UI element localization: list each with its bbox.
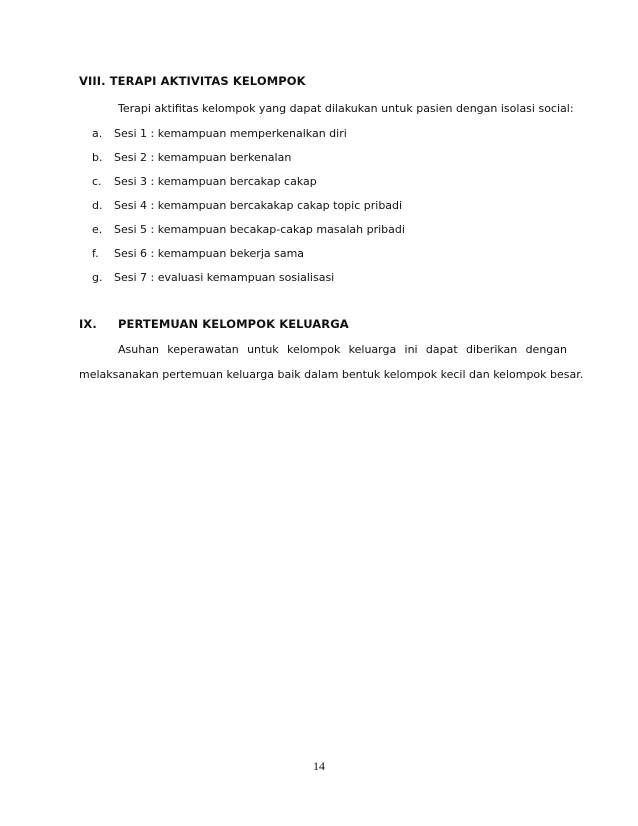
list-marker: a.: [92, 127, 103, 140]
list-marker: e.: [92, 223, 103, 236]
list-item: [92, 271, 334, 284]
list-item-text: Sesi 6 : kemampuan bekerja sama: [114, 247, 305, 260]
section-9-paragraph-line-1: Asuhan keperawatan untuk kelompok keluarga ini dapat diberikan dengan: [118, 343, 567, 356]
section-9-paragraph-line-2: melaksanakan pertemuan keluarga baik dalam bentuk kelompok kecil dan kelompok besar.: [79, 368, 584, 381]
list-item-text: Sesi 2 : kemampuan berkenalan: [114, 151, 292, 164]
section-9-heading: [79, 317, 349, 331]
section-8-intro: Terapi aktifitas kelompok yang dapat dilakukan untuk pasien dengan isolasi social:: [118, 102, 574, 115]
list-item-text: Sesi 3 : kemampuan bercakap cakap: [114, 175, 317, 188]
list-item-text: Sesi 4 : kemampuan bercakakap cakap topic pribadi: [114, 199, 403, 212]
page-number: 14: [313, 759, 325, 773]
list-item: [92, 247, 304, 260]
list-item-text: Sesi 1 : kemampuan memperkenalkan diri: [114, 127, 347, 140]
list-item: [92, 151, 291, 164]
section-8-heading: [79, 74, 306, 88]
section-8-number: VIII.: [79, 74, 106, 88]
list-marker: b.: [92, 151, 103, 164]
list-marker: d.: [92, 199, 103, 212]
list-marker: c.: [92, 175, 102, 188]
list-item-text: Sesi 5 : kemampuan becakap-cakap masalah pribadi: [114, 223, 405, 236]
section-8-title: TERAPI AKTIVITAS KELOMPOK: [109, 74, 306, 88]
list-item: [92, 199, 402, 212]
list-marker: g.: [92, 271, 103, 284]
list-item-text: Sesi 7 : evaluasi kemampuan sosialisasi: [114, 271, 335, 284]
list-marker: f.: [92, 247, 99, 260]
list-item: [92, 127, 347, 140]
section-9-number: IX.: [79, 317, 97, 331]
list-item: [92, 175, 317, 188]
list-item: [92, 223, 405, 236]
section-9-title: PERTEMUAN KELOMPOK KELUARGA: [118, 317, 349, 331]
